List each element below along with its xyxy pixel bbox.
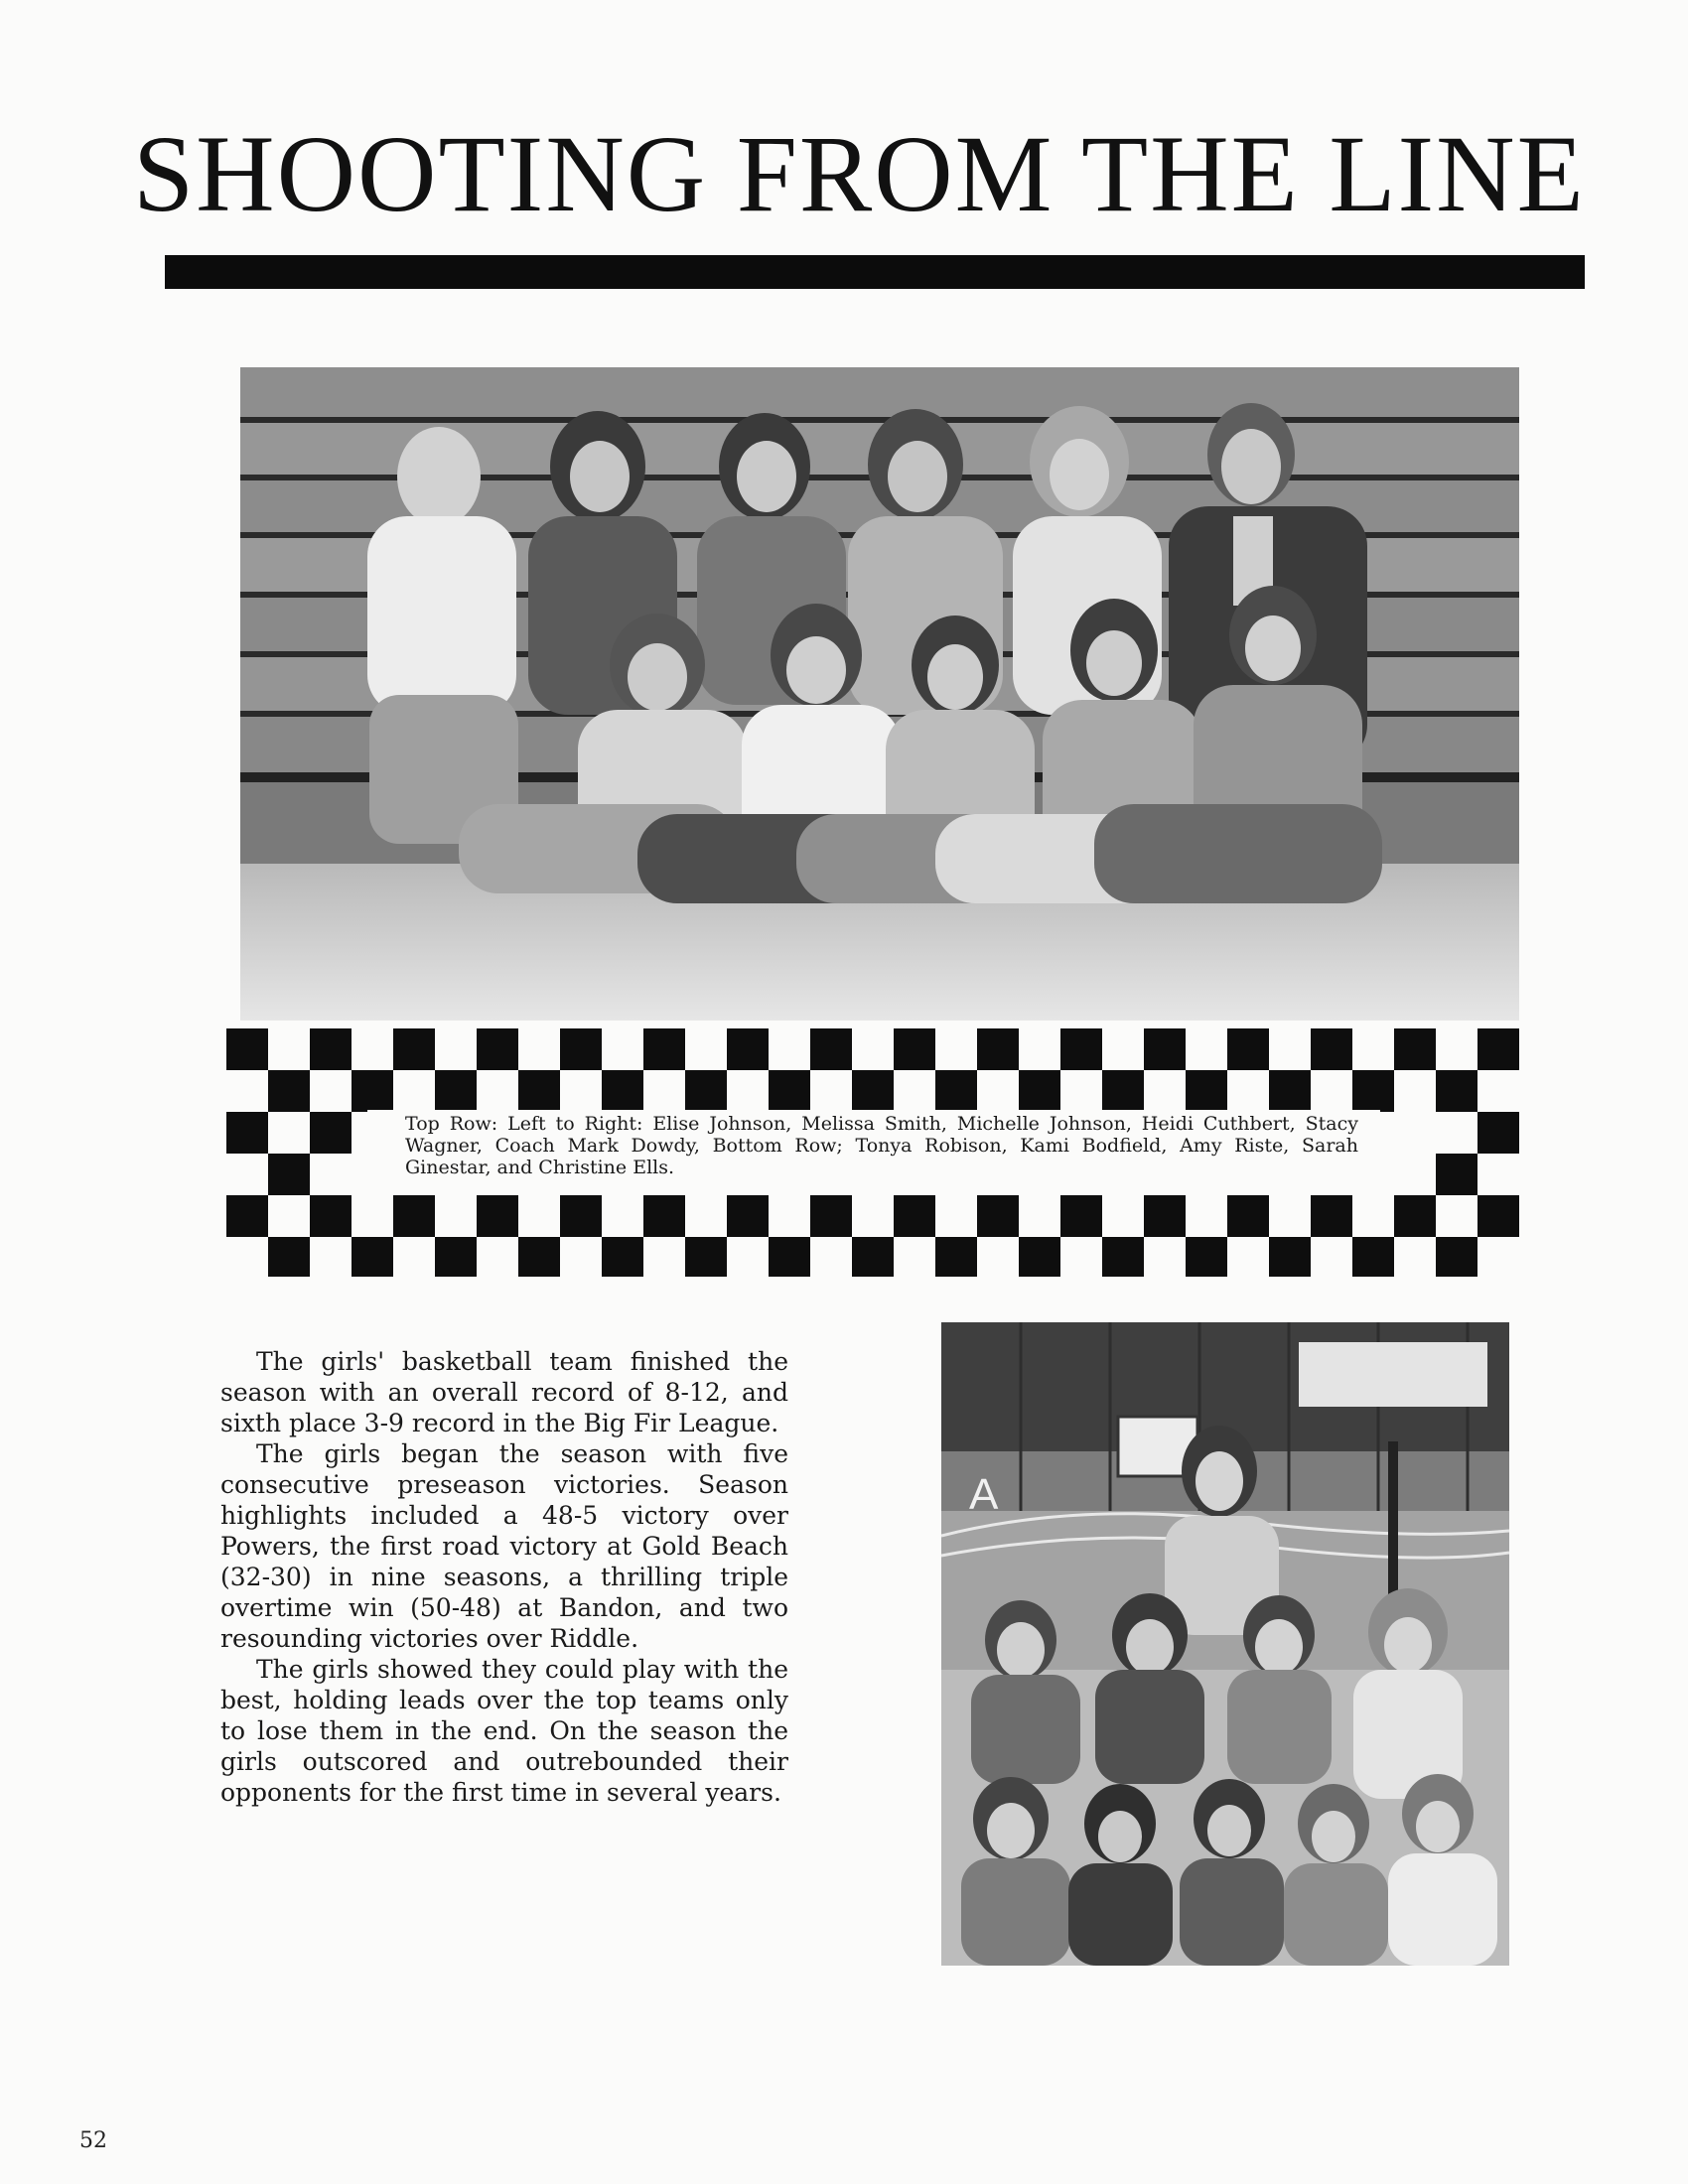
checker-square bbox=[727, 1195, 769, 1237]
checker-square bbox=[1436, 1154, 1477, 1195]
team-photo bbox=[240, 367, 1519, 1021]
checker-square bbox=[935, 1070, 977, 1112]
checker-square bbox=[1394, 1028, 1436, 1070]
checker-square bbox=[1394, 1195, 1436, 1237]
checker-square bbox=[1269, 1237, 1311, 1277]
checker-square bbox=[268, 1070, 310, 1112]
checker-square bbox=[1436, 1070, 1477, 1112]
checker-square bbox=[977, 1028, 1019, 1070]
checker-square bbox=[685, 1237, 727, 1277]
checker-square bbox=[1477, 1028, 1519, 1070]
checker-square bbox=[560, 1195, 602, 1237]
checker-square bbox=[602, 1070, 643, 1112]
article-body bbox=[220, 1346, 788, 1808]
checker-square bbox=[226, 1028, 268, 1070]
checker-square bbox=[393, 1028, 435, 1070]
checker-square bbox=[769, 1070, 810, 1112]
checker-square bbox=[518, 1070, 560, 1112]
checker-square bbox=[1060, 1195, 1102, 1237]
checker-square bbox=[810, 1028, 852, 1070]
checker-square bbox=[1352, 1237, 1394, 1277]
checker-square bbox=[477, 1195, 518, 1237]
checker-square bbox=[435, 1237, 477, 1277]
checker-square bbox=[1477, 1195, 1519, 1237]
checker-square bbox=[352, 1237, 393, 1277]
action-photo bbox=[941, 1322, 1509, 1966]
checker-square bbox=[685, 1070, 727, 1112]
checker-square bbox=[310, 1028, 352, 1070]
checker-square bbox=[935, 1237, 977, 1277]
checker-square bbox=[1144, 1028, 1186, 1070]
checker-square bbox=[643, 1028, 685, 1070]
checker-square bbox=[226, 1195, 268, 1237]
checker-square bbox=[852, 1070, 894, 1112]
checker-square bbox=[268, 1154, 310, 1195]
checker-square bbox=[560, 1028, 602, 1070]
checker-square bbox=[393, 1195, 435, 1237]
checker-square bbox=[310, 1195, 352, 1237]
checker-square bbox=[518, 1237, 560, 1277]
checker-square bbox=[310, 1112, 352, 1154]
checker-square bbox=[1186, 1237, 1227, 1277]
checker-square bbox=[810, 1195, 852, 1237]
checker-square bbox=[727, 1028, 769, 1070]
article-paragraph: The girls' basketball team finished the season with an overall record of 8-12, and sixth place 3-9 record in the Big Fir League. bbox=[220, 1347, 788, 1437]
checker-square bbox=[602, 1237, 643, 1277]
checker-square bbox=[1186, 1070, 1227, 1112]
page-title: SHOOTING FROM THE LINE bbox=[133, 113, 1586, 234]
checker-square bbox=[1227, 1195, 1269, 1237]
title-rule bbox=[165, 255, 1585, 289]
checker-square bbox=[1227, 1028, 1269, 1070]
checker-square bbox=[1311, 1028, 1352, 1070]
article-paragraph: The girls began the season with five consecutive preseason victories. Season highlights included a 48-5 victory over Powers, the first road victory at Gold Beach (32-30) in nine seasons, a thrilling triple overtime win (50-48) at Bandon, and two resounding victories over Riddle. bbox=[220, 1439, 788, 1653]
checker-square bbox=[1352, 1070, 1394, 1112]
checker-square bbox=[852, 1237, 894, 1277]
checker-square bbox=[352, 1070, 393, 1112]
checker-square bbox=[894, 1195, 935, 1237]
checker-square bbox=[1102, 1237, 1144, 1277]
article-paragraph: The girls showed they could play with the best, holding leads over the top teams only to lose them in the end. On the season the girls outscored and outrebounded their opponents for the first time in several years. bbox=[220, 1655, 788, 1807]
checker-square bbox=[477, 1028, 518, 1070]
checker-square bbox=[894, 1028, 935, 1070]
checker-square bbox=[1060, 1028, 1102, 1070]
checker-square bbox=[1102, 1070, 1144, 1112]
checker-square bbox=[226, 1112, 268, 1154]
gym-wall-letter: A bbox=[969, 1470, 999, 1519]
checker-square bbox=[643, 1195, 685, 1237]
checker-square bbox=[1436, 1237, 1477, 1277]
checker-square bbox=[1269, 1070, 1311, 1112]
team-photo-caption: Top Row: Left to Right: Elise Johnson, Melissa Smith, Michelle Johnson, Heidi Cuthbert, Stacy Wagner, Coach Mark Dowdy, Bottom Row; Tonya Robison, Kami Bodfield, Amy Riste, Sarah Ginestar, and Christine Ells. bbox=[405, 1113, 1358, 1178]
checker-square bbox=[1019, 1070, 1060, 1112]
checker-square bbox=[769, 1237, 810, 1277]
checker-square bbox=[977, 1195, 1019, 1237]
checker-square bbox=[435, 1070, 477, 1112]
checker-square bbox=[1144, 1195, 1186, 1237]
checker-square bbox=[1477, 1112, 1519, 1154]
checker-square bbox=[268, 1237, 310, 1277]
checker-square bbox=[1019, 1237, 1060, 1277]
checker-square bbox=[1311, 1195, 1352, 1237]
page-number: 52 bbox=[79, 2128, 107, 2153]
